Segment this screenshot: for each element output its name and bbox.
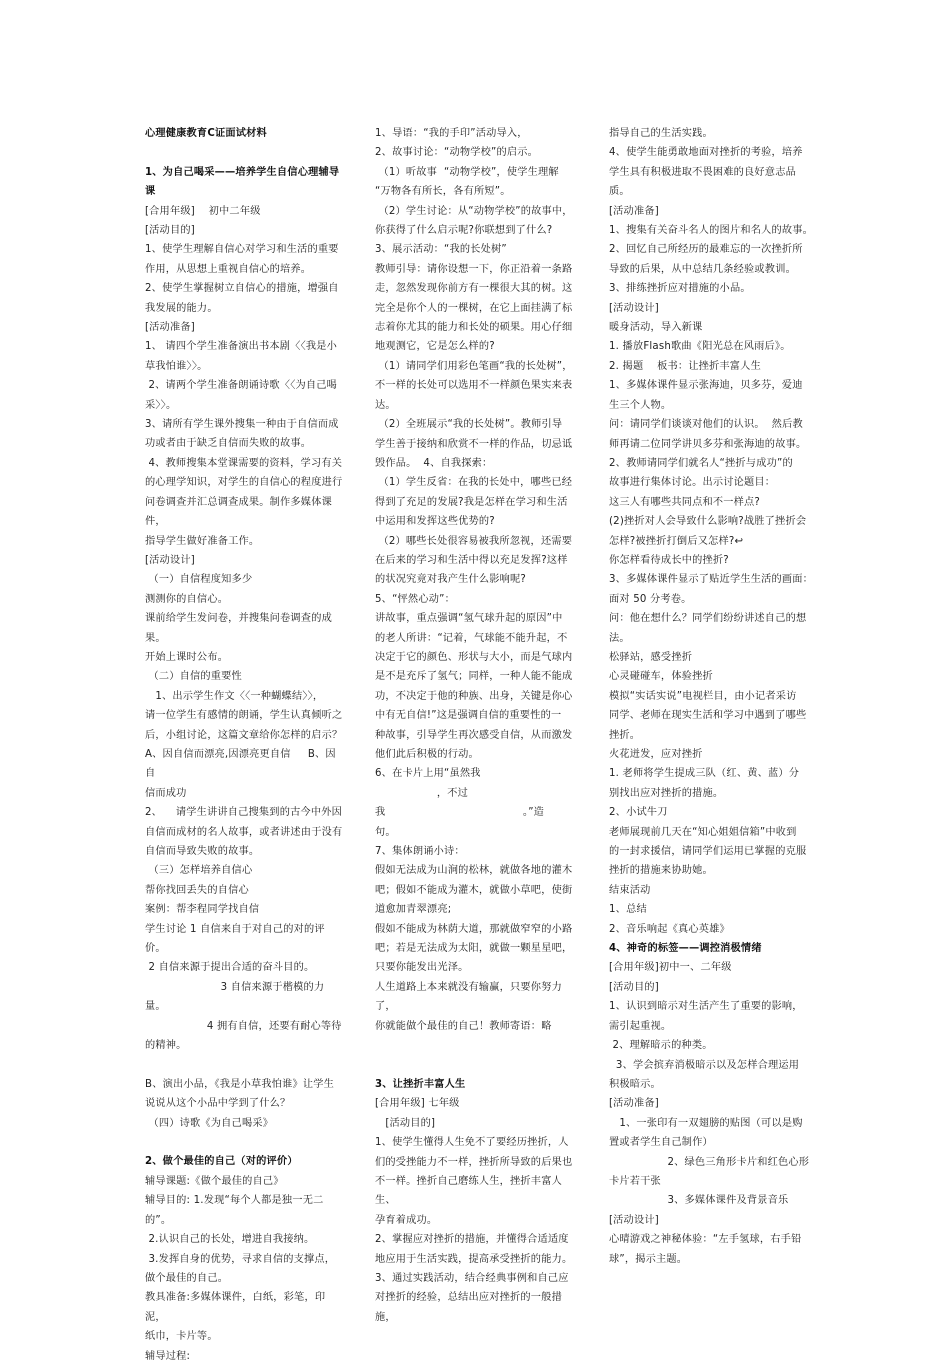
text-line: 模拟“实话实说”电视栏目，由小记者采访 [609, 690, 797, 702]
text-line: 需引起重视。 [609, 1020, 672, 1032]
text-line: 讲故事，重点强调“氢气球升起的原因”中 [375, 613, 563, 625]
text-line: 句。 [375, 826, 396, 838]
text-line: 7、集体朗诵小诗： [375, 846, 465, 858]
text-line [145, 143, 343, 162]
text-line: 案例：帮李程同学找自信 [145, 904, 260, 916]
text-line: 2、音乐响起《真心英雄》 [609, 923, 730, 935]
text-line: 课前给学生发问卷，并搜集问卷调查的成果。 [145, 613, 332, 644]
text-line: [活动设计] [609, 302, 659, 314]
text-line: 草我怕谁〉〉。 [145, 360, 208, 372]
text-line: 自信而导致失败的故事。 [145, 846, 260, 858]
text-line: A、因自信而漂亮,因漂亮更自信 B、因自 [145, 748, 336, 780]
text-line: 中有无自信!”这是强调自信的重要性的一 [375, 710, 562, 722]
text-line: 地观测它，它是怎么样的? [375, 341, 495, 353]
text-line: 指导自己的生活实践。 [609, 128, 713, 139]
text-line: 决定于它的颜色、形状与大小，而是气球内 [375, 651, 573, 663]
text-line: 地应用于生活实践，提高承受挫折的能力。 [375, 1253, 573, 1265]
text-line: 吧；假如不能成为灌木，就做小草吧，使街 [375, 884, 573, 896]
text-line: 帮你找回丢失的自信心 [145, 884, 249, 896]
text-line: 1、使学生懂得人生免不了要经历挫折，人 [375, 1137, 569, 1149]
text-line: 我 。”造 [375, 807, 545, 819]
text-line: 3、学会摈弃消极暗示以及怎样合理运用 [609, 1059, 800, 1071]
text-line: 1、认识到暗示对生活产生了重要的影响， [609, 1001, 803, 1013]
text-line: 作用，从思想上重视自信心的培养。 [145, 263, 312, 275]
text-line: 1、使学生理解自信心对学习和生活的重要 [145, 244, 339, 256]
text-line: 2、回忆自己所经历的最难忘的一次挫折所 [609, 244, 803, 256]
column-middle [375, 124, 575, 1327]
text-line: 2、 请学生讲讲自己搜集到的古今中外因 [145, 807, 343, 819]
text-line: [活动设计] [609, 1214, 659, 1226]
text-line: 2、使学生掌握树立自信心的措施，增强自 [145, 283, 339, 295]
text-line: 3、排练挫折应对措施的小品。 [609, 283, 751, 295]
text-line: 走，忽然发现你前方有一棵很大其的树。这 [375, 283, 573, 295]
text-line: 志着你尤其的能力和长处的硕果。用心仔细 [375, 322, 573, 334]
text-line: 1、总结 [609, 904, 647, 916]
text-line: 辅导课题:《做个最佳的自己》 [145, 1175, 284, 1187]
text-line: （2）哪些长处很容易被我所忽视，还需要 [375, 535, 573, 547]
text-line: 请一位学生有感情的朗诵，学生认真倾听之 [145, 710, 343, 722]
text-line: 故事进行集体讨论。出示讨论题目： [609, 477, 776, 489]
text-line: 1、出示学生作文〈〈一种蝴蝶结〉〉， [145, 690, 324, 702]
text-line: 问卷调查并汇总调查成果。制作多媒体课件， [145, 496, 332, 528]
text-line: 的”。 [145, 1214, 172, 1226]
text-line: 的精神。 [145, 1040, 187, 1052]
text-line: 2、请两个学生准备朗诵诗歌〈〈为自己喝 [145, 380, 338, 392]
text-line: 开始上课时公布。 [145, 651, 229, 663]
text-line: [活动准备] [145, 322, 195, 334]
text-line: [活动准备] [609, 205, 659, 217]
text-line: 教具准备:多媒体课件，白纸，彩笔，印泥， [145, 1292, 326, 1323]
text-line: （2）全班展示“我的长处树”。教师引导 [375, 419, 563, 431]
text-line: 5、“怦然心动”： [375, 593, 455, 605]
text-line: 学生具有积极进取不畏困难的良好意志品质。 [609, 166, 796, 198]
text-line: 心晴游戏之神秘体验：“左手氢球，右手铅 [609, 1234, 802, 1246]
text-line: 挫折。 [609, 729, 641, 741]
section-heading: 2、做个最佳的自己（对的评价） [145, 1156, 298, 1168]
text-line: 你就能做个最佳的自己！教师寄语：略 [375, 1020, 552, 1032]
text-line: 功或者由于缺乏自信而失败的故事。 [145, 438, 312, 450]
text-line: 2、故事讨论：“动物学校”的启示。 [375, 147, 539, 159]
text-line: （1）请同学们用彩色笔画“我的长处树”， [375, 360, 573, 372]
text-line: 2、掌握应对挫折的措施，并懂得合适适度 [375, 1234, 569, 1246]
text-line: 怎样?被挫折打倒后又怎样?↩ [609, 535, 744, 547]
section-heading: 4、神奇的标签——调控消极情绪 [609, 943, 762, 955]
text-line: 学生善于接纳和欣赏不一样的作品，切忌诋 [375, 438, 573, 450]
text-line: 们的受挫能力不一样，挫折所导致的后果也 [375, 1156, 573, 1168]
text-line: 这三人有哪些共同点和不一样点? [609, 496, 761, 508]
text-line: 1. 播放Flash歌曲《阳光总在风雨后》。 [609, 341, 791, 353]
text-line: 达。 [375, 399, 396, 411]
text-line [145, 1055, 343, 1074]
text-line: 同学、老师在现实生活和学习中遇到了哪些 [609, 710, 807, 722]
section-heading: 课 [145, 186, 156, 198]
text-line: 3、展示活动：“我的长处树” [375, 244, 507, 256]
text-line: 我发展的能力。 [145, 302, 218, 314]
text-line: 不一样的长处可以选用不一样颜色果实来表 [375, 380, 573, 392]
text-line: 2 自信来源于提出合适的奋斗目的。 [145, 962, 315, 974]
text-line: 种故事，引导学生再次感受自信，从而激发 [375, 729, 573, 741]
text-line: 在后来的学习和生活中得以充足发挥?这样 [375, 554, 568, 566]
text-line: 问：请同学们谈谈对他们的认识。 然后教 [609, 419, 803, 431]
text-line: 功，不决定于他的种族、出身，关键是你心 [375, 690, 573, 702]
section-heading: 3、让挫折丰富人生 [375, 1078, 466, 1090]
text-line: 2.认识自己的长处，增进自我接纳。 [145, 1234, 315, 1246]
text-line: 采〉〉。 [145, 399, 177, 411]
text-line: 2、小试牛刀 [609, 807, 668, 819]
text-line: 学生讨论 1 自信来自于对自己的对的评价。 [145, 923, 325, 955]
text-line: 人生道路上本来就没有输赢，只要你努力了， [375, 981, 562, 1013]
text-line: 毁作品。 4、自我探索： [375, 457, 493, 469]
text-line: 自信而成材的名人故事，或者讲述由于没有 [145, 826, 343, 838]
section-heading: 心理健康教育C证面试材料 [145, 128, 267, 139]
text-line: 1、多媒体课件显示张海迪，贝多芬，爱迪 [609, 380, 803, 392]
text-line: （一）自信程度知多少 [145, 574, 253, 586]
text-line: 面对 50 分考卷。 [609, 593, 692, 605]
text-line: 3、请所有学生课外搜集一种由于自信而成 [145, 419, 339, 431]
text-line: 3、多媒体课件显示了贴近学生生活的画面： [609, 574, 814, 586]
text-line: 法。 [609, 632, 630, 644]
text-line: [活动目的] [145, 225, 195, 237]
column-right [609, 124, 814, 1269]
text-line: 1、搜集有关奋斗名人的图片和名人的故事。 [609, 225, 814, 237]
text-line: 4、教师搜集本堂课需要的资料，学习有关 [145, 457, 343, 469]
text-line: （三）怎样培养自信心 [145, 865, 253, 877]
text-line: (2)挫折对人会导致什么影响?战胜了挫折会 [609, 516, 807, 528]
text-line: 中运用和发挥这些优势的? [375, 516, 495, 528]
text-line: [合用年级]初中一、二年级 [609, 962, 732, 974]
text-line: 对挫折的经验，总结出应对挫折的一般措施， [375, 1292, 562, 1323]
text-line: 吧；若是无法成为太阳，就做一颗星星吧， [375, 943, 573, 955]
text-line: 问：他在想什么？同学们纷纷讲述自己的想 [609, 613, 807, 625]
text-line: （2）学生讨论：从“动物学校”的故事中， [375, 205, 573, 217]
text-line [375, 1055, 575, 1074]
text-line: [活动目的] [609, 981, 659, 993]
text-line: 4 拥有自信，还要有耐心等待 [145, 1020, 342, 1032]
text-line: 是不是充斥了氢气；同样，一种人能不能成 [375, 671, 573, 683]
text-line: 纸巾，卡片等。 [145, 1331, 218, 1343]
text-line: 3、通过实践活动，结合经典事例和自己应 [375, 1272, 569, 1284]
text-line: 教师引导：请你设想一下，你正沿着一条路 [375, 263, 573, 275]
text-line: 1. 老师将学生提成三队（红、黄、蓝）分 [609, 768, 800, 780]
text-line: 完全是你个人的一棵树，在它上面挂满了标 [375, 302, 573, 314]
text-line: 4、使学生能勇敢地面对挫折的考验，培养 [609, 147, 803, 159]
text-line: 1、一张印有一双翅膀的贴图（可以是购 [609, 1117, 803, 1129]
text-line: 2. 揭题 板书：让挫折丰富人生 [609, 360, 761, 372]
text-line: （1）听故事 “动物学校”，使学生理解 [375, 166, 559, 178]
text-line: 2、教师请同学们就名人“挫折与成功”的 [609, 457, 793, 469]
text-line: 松驿站，感受挫折 [609, 651, 693, 663]
text-line: 信而成功 [145, 787, 187, 799]
text-line: 积极暗示。 [609, 1078, 661, 1090]
text-line: 结束活动 [609, 884, 651, 896]
text-line: 别找出应对挫折的措施。 [609, 787, 724, 799]
text-line: 6、在卡片上用“虽然我 [375, 768, 481, 780]
section-heading: 1、为自己喝采——培养学生自信心理辅导 [145, 166, 340, 178]
text-line: 置或者学生自己制作） [609, 1137, 713, 1149]
text-line: （二）自信的重要性 [145, 671, 242, 683]
text-line: 只要你能发出光泽。 [375, 962, 469, 974]
text-line: 球”，揭示主题。 [609, 1253, 688, 1265]
text-line: （四）诗歌《为自己喝采》 [145, 1117, 274, 1129]
text-line: 的老人所讲：“记着，气球能不能升起，不 [375, 632, 568, 644]
text-line: 后，小组讨论，这篇文章给你怎样的启示？ [145, 729, 343, 741]
text-line: 导致的后果，从中总结几条经验或教训。 [609, 263, 796, 275]
text-line: 3、多媒体课件及背景音乐 [609, 1195, 789, 1207]
text-line: 卡片若干张 [609, 1175, 661, 1187]
text-line: B、演出小品，《我是小草我怕谁》让学生 [145, 1078, 335, 1090]
text-line: [活动设计] [145, 554, 195, 566]
text-line: 2、理解暗示的种类。 [609, 1040, 713, 1052]
text-line: 生三个人物。 [609, 399, 672, 411]
text-line: 的一封求援信，请同学们运用已掌握的克服 [609, 846, 807, 858]
text-line: 指导学生做好准备工作。 [145, 535, 260, 547]
text-line: ，不过 [375, 787, 469, 799]
text-line: 假如无法成为山涧的松林，就做各地的灌木 [375, 865, 573, 877]
text-line: 不一样。挫折自己磨练人生，挫折丰富人生、 [375, 1175, 562, 1207]
text-line: 他们此后积极的行动。 [375, 749, 479, 760]
text-line: 的状况究竟对我产生什么影响呢? [375, 574, 527, 586]
text-line [375, 1036, 575, 1055]
text-line [145, 1133, 343, 1152]
text-line: 暖身活动，导入新课 [609, 322, 703, 334]
text-line: 的心理学知识，对学生的自信心的程度进行 [145, 477, 343, 489]
text-line: 3 自信来源于楷模的力量。 [145, 981, 325, 1013]
text-line: 辅导目的: 1.发现“每个人都是独一无二 [145, 1195, 324, 1207]
text-line: 你获得了什么启示呢?你联想到了什么? [375, 225, 553, 237]
text-line: 测测你的自信心。 [145, 593, 229, 605]
text-line: 火花迸发，应对挫折 [609, 749, 703, 760]
text-line: 说说从这个小品中学到了什么？ [145, 1098, 291, 1110]
text-line: “万物各有所长，各有所短”。 [375, 186, 511, 198]
text-line: [活动目的] [375, 1117, 436, 1129]
text-line: 道愈加青翠漂亮; [375, 904, 452, 916]
text-line: 孕育着成功。 [375, 1214, 438, 1226]
text-line: 2、绿色三角形卡片和红色心形 [609, 1156, 810, 1168]
text-line: 挫折的措施来协助她。 [609, 865, 713, 877]
text-line: 做个最佳的自己。 [145, 1272, 229, 1284]
text-line: 1、导语：“我的手印”活动导入， [375, 128, 528, 139]
text-line: 你怎样看待成长中的挫折? [609, 554, 729, 566]
text-line: [活动准备] [609, 1098, 659, 1110]
text-line: 1、 请四个学生准备演出书本剧〈〈我是小 [145, 341, 337, 353]
text-line: [合用年级] 七年级 [375, 1098, 460, 1110]
text-line: 心灵碰碰车，体验挫折 [609, 671, 713, 683]
column-left [145, 124, 343, 1366]
text-line: 辅导过程: [145, 1350, 191, 1362]
text-line: （1）学生反省：在我的长处中，哪些已经 [375, 477, 573, 489]
text-line: [合用年级] 初中二年级 [145, 205, 261, 217]
text-line: 老师展现前几天在“知心姐姐信箱”中收到 [609, 826, 797, 838]
text-line: 假如不能成为林荫大道，那就做窄窄的小路 [375, 923, 573, 935]
text-line: 得到了充足的发展?我是怎样在学习和生活 [375, 496, 568, 508]
text-line: 3.发挥自身的优势，寻求自信的支撑点， [145, 1253, 336, 1265]
text-line: 师再请二位同学讲贝多芬和张海迪的故事。 [609, 438, 807, 450]
